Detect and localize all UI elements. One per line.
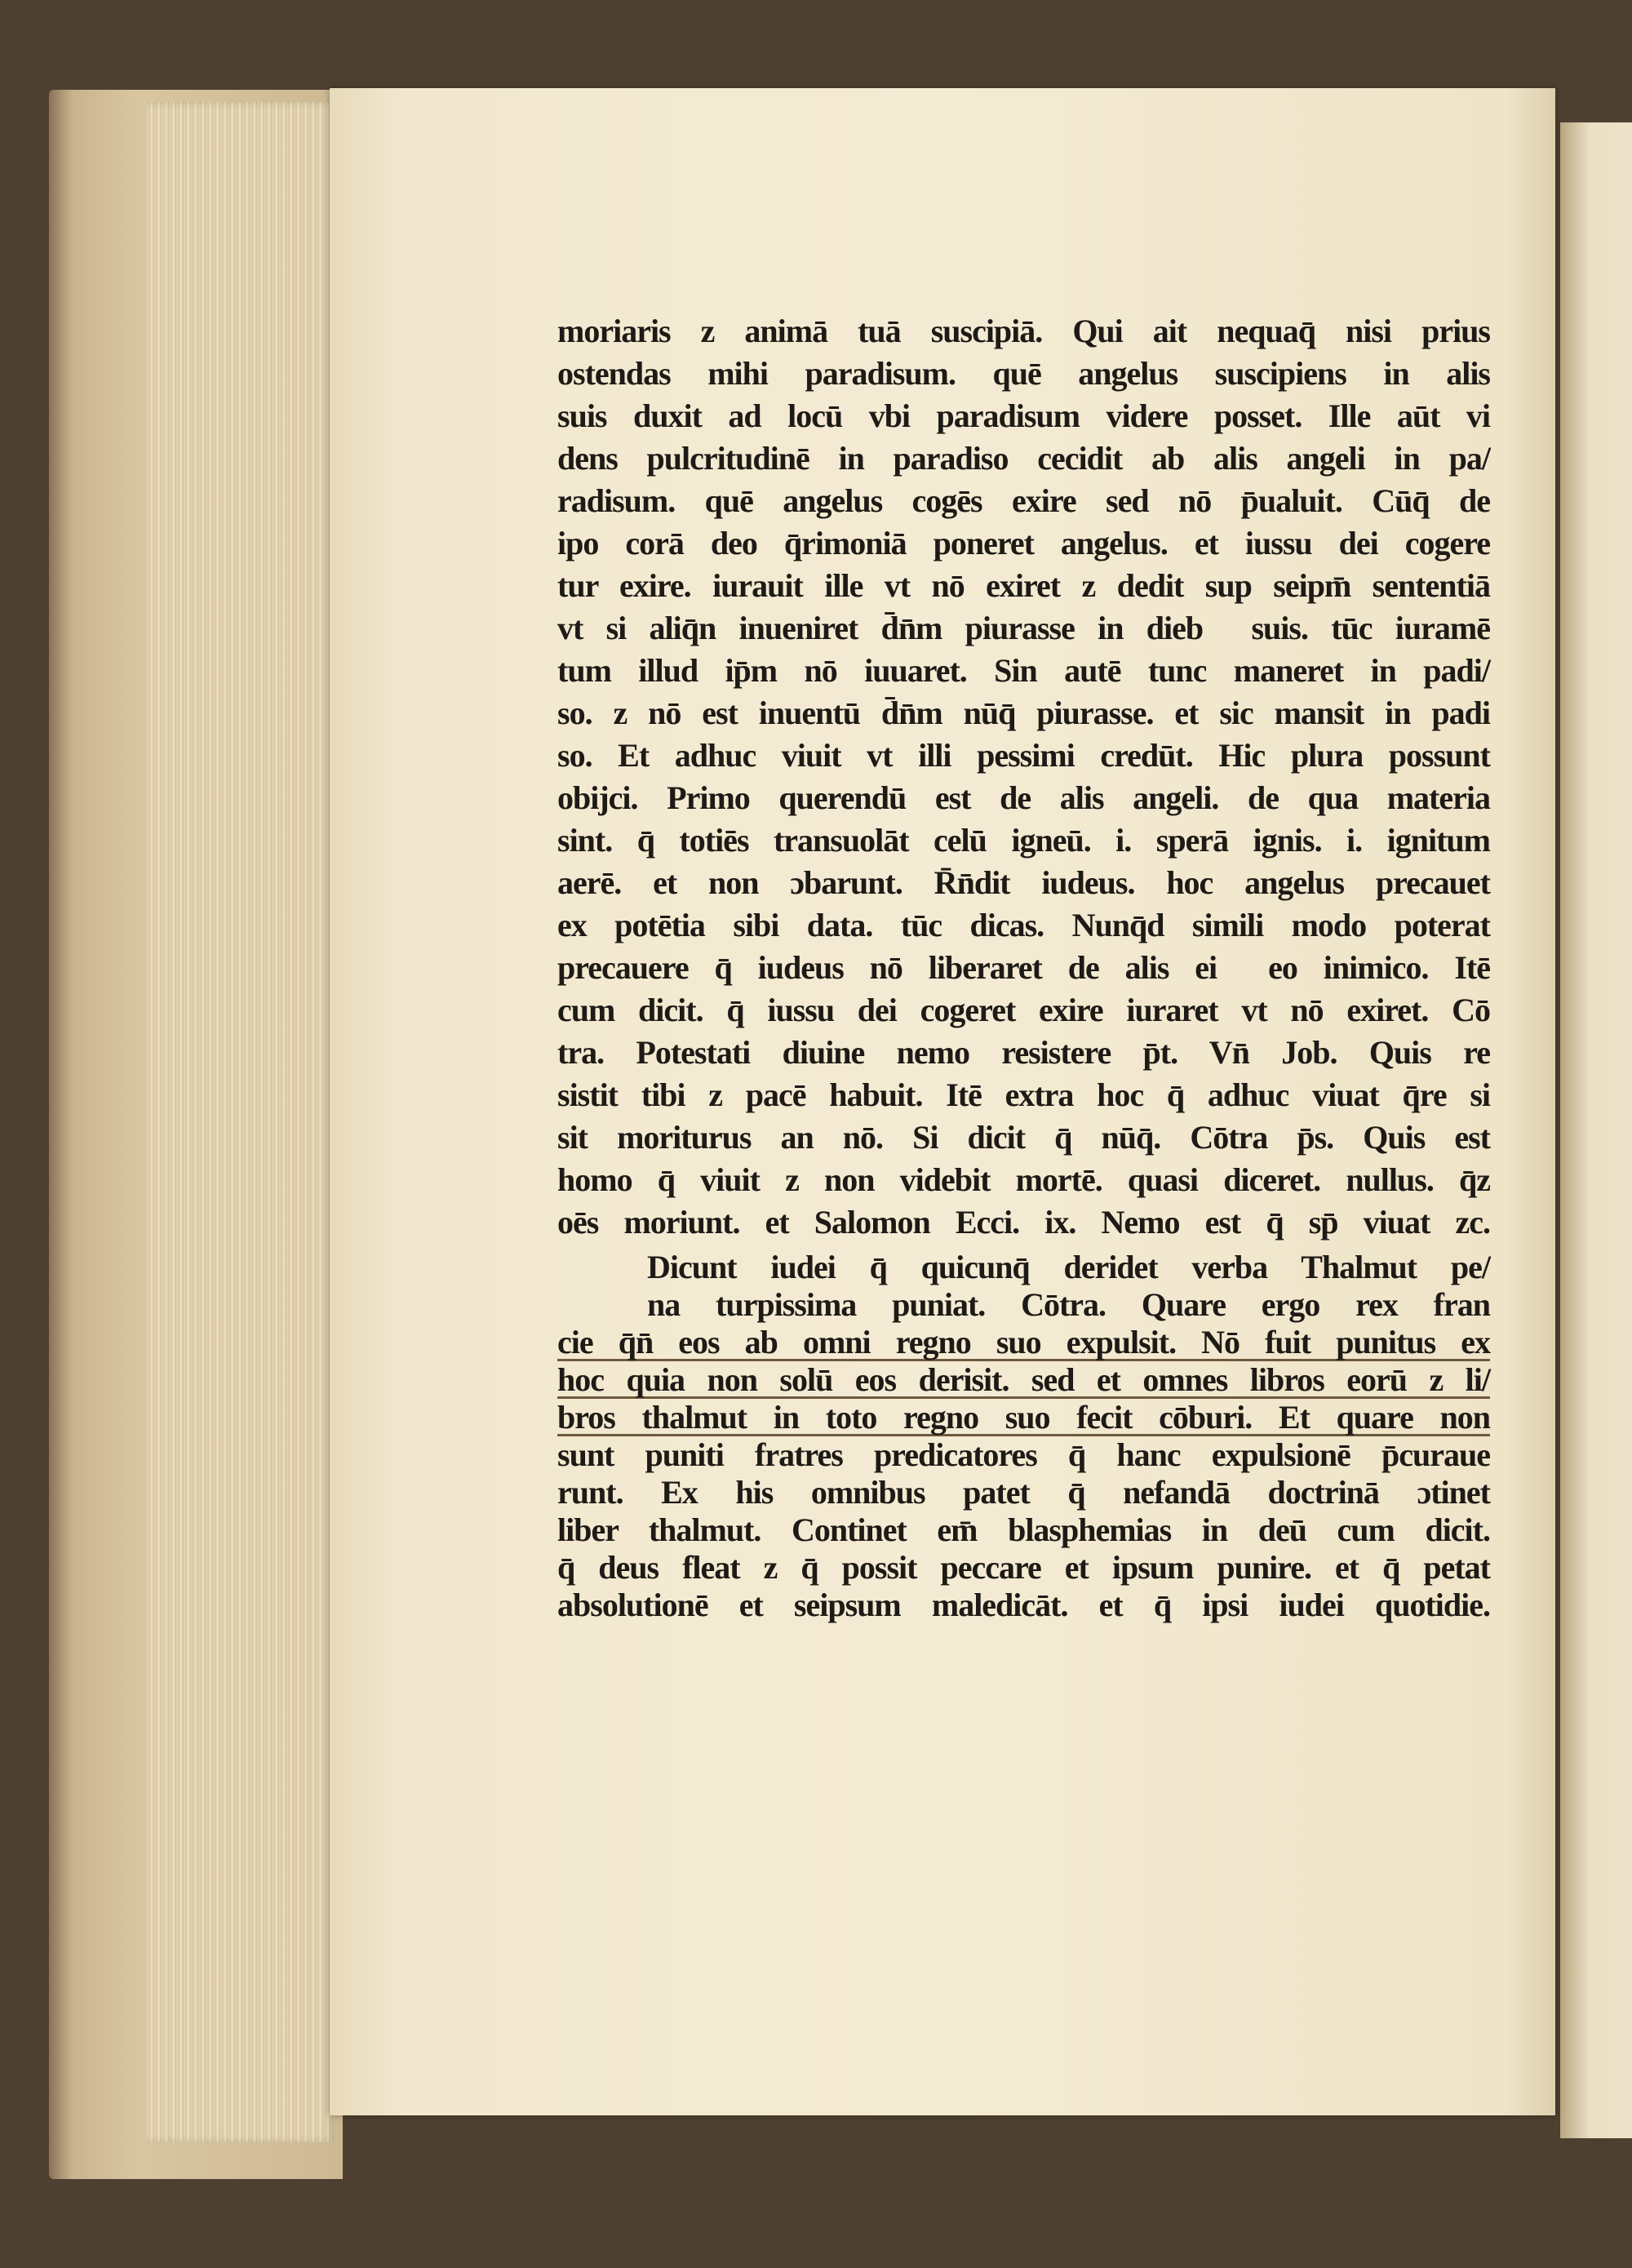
text-line-underlined: hoc quia non solū eos derisit. sed et omnes libros eorū z li/ bbox=[557, 1361, 1490, 1398]
text-line: runt. Ex his omnibus patet q̄ nefandā doctrinā ɔtinet bbox=[557, 1474, 1490, 1511]
paragraph-1 bbox=[557, 310, 1490, 1244]
text-line-underlined: cie q̄n̄ eos ab omni regno suo expulsit. Nō fuit punitus ex bbox=[557, 1324, 1490, 1360]
facing-page-edge bbox=[1560, 122, 1632, 2138]
text-line: sunt puniti fratres predicatores q̄ hanc expulsionē p̄curaue bbox=[557, 1436, 1490, 1473]
paragraph-2 bbox=[557, 1249, 1490, 1624]
text-line: oēs moriunt. et Salomon Ecci. ix. Nemo est q̄ sp̄ viuat zc. bbox=[557, 1204, 1490, 1241]
text-line: sistit tibi z pacē habuit. Itē extra hoc q̄ adhuc viuat q̄re si bbox=[557, 1076, 1490, 1113]
text-line: suis duxit ad locū vbi paradisum videre posset. Ille aūt vi bbox=[557, 397, 1490, 434]
text-line: ipo corā deo q̄rimoniā poneret angelus. et iussu dei cogere bbox=[557, 525, 1490, 561]
text-line: tum illud ip̄m nō iuuaret. Sin autē tunc maneret in padi/ bbox=[557, 652, 1490, 689]
text-line: cum dicit. q̄ iussu dei cogeret exire iuraret vt nō exiret. Cō bbox=[557, 992, 1490, 1028]
text-line: dens pulcritudinē in paradiso cecidit ab alis angeli in pa/ bbox=[557, 440, 1490, 477]
text-line: Dicunt iudei q̄ quicunq̄ deridet verba Thalmut pe/ bbox=[647, 1249, 1490, 1285]
text-line: tra. Potestati diuine nemo resistere p̄t. Vn̄ Job. Quis re bbox=[557, 1034, 1490, 1071]
text-line: na turpissima puniat. Cōtra. Quare ergo rex fran bbox=[647, 1286, 1490, 1323]
text-line: liber thalmut. Continet em̄ blasphemias in deū cum dicit. bbox=[557, 1511, 1490, 1548]
text-line: aerē. et non ɔbarunt. R̄n̄dit iudeus. hoc angelus precauet bbox=[557, 864, 1490, 901]
text-line: tur exire. iurauit ille vt nō exiret z dedit sup seipm̄ sententiā bbox=[557, 567, 1490, 604]
page-stack-edges bbox=[147, 102, 335, 2142]
text-line: radisum. quē angelus cogēs exire sed nō p̄ualuit. Cūq̄ de bbox=[557, 482, 1490, 519]
text-line: obijci. Primo querendū est de alis angeli. de qua materia bbox=[557, 779, 1490, 816]
text-line: ex potētia sibi data. tūc dicas. Nunq̄d simili modo poterat bbox=[557, 907, 1490, 943]
text-line: so. Et adhuc viuit vt illi pessimi credūt. Hic plura possunt bbox=[557, 737, 1490, 774]
text-line: moriaris z animā tuā suscipiā. Qui ait nequaq̄ nisi prius bbox=[557, 313, 1490, 349]
text-line: sint. q̄ totiēs transuolāt celū igneū. i. sperā ignis. i. ignitum bbox=[557, 822, 1490, 859]
text-line: so. z nō est inuentū d̄n̄m nūq̄ piurasse. et sic mansit in padi bbox=[557, 695, 1490, 731]
text-line: q̄ deus fleat z q̄ possit peccare et ipsum punire. et q̄ petat bbox=[557, 1549, 1490, 1586]
text-line: homo q̄ viuit z non videbit mortē. quasi diceret. nullus. q̄z bbox=[557, 1161, 1490, 1198]
text-line: absolutionē et seipsum maledicāt. et q̄ ipsi iudei quotidie. bbox=[557, 1587, 1490, 1623]
text-line: sit moriturus an nō. Si dicit q̄ nūq̄. Cōtra p̄s. Quis est bbox=[557, 1119, 1490, 1156]
text-line: ostendas mihi paradisum. quē angelus suscipiens in alis bbox=[557, 355, 1490, 392]
text-line: precauere q̄ iudeus nō liberaret de alis ei᷒ eo inimico. Itē bbox=[557, 949, 1490, 986]
text-line: vt si aliq̄n inueniret d̄n̄m piurasse in dieb᷒ suis. tūc iuramē bbox=[557, 610, 1490, 646]
text-line-underlined: bros thalmut in toto regno suo fecit cōburi. Et quare non bbox=[557, 1399, 1490, 1436]
